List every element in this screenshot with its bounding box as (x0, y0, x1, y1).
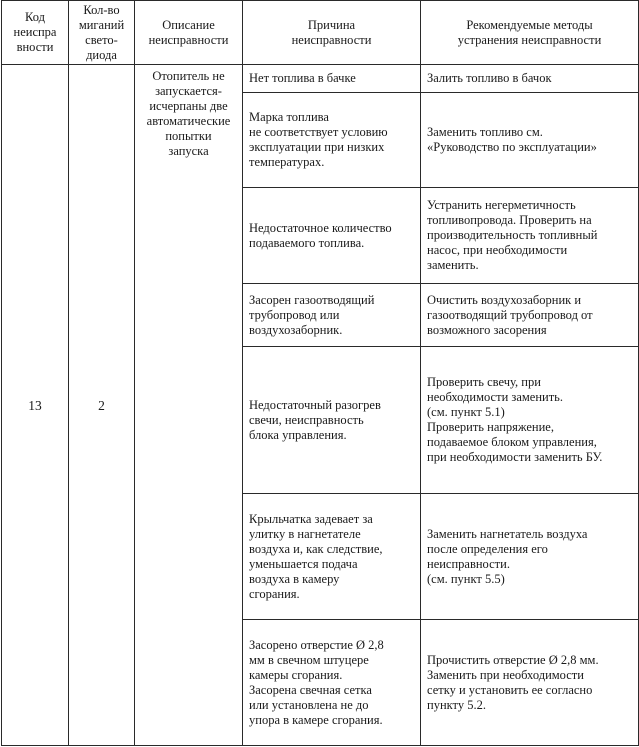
cause-cell: Марка топлива не соответствует условию эксплуатации при низких температурах. (243, 93, 421, 188)
table-row (2, 65, 639, 93)
header-blinks: Кол-во миганий свето- диода (69, 1, 135, 65)
remedy-cell: Проверить свечу, при необходимости заменить. (см. пункт 5.1) Проверить напряжение, подаваемое блоком управления, при необходимости заменить БУ. (421, 347, 639, 494)
cause-cell: Недостаточный разогрев свечи, неисправность блока управления. (243, 347, 421, 494)
cause-cell: Нет топлива в бачке (243, 65, 421, 93)
led-blink-count: 2 (69, 65, 135, 746)
header-cause: Причина неисправности (243, 1, 421, 65)
header-remedy: Рекомендуемые методы устранения неисправности (421, 1, 639, 65)
cause-cell: Засорен газоотводящий трубопровод или воздухозаборник. (243, 284, 421, 347)
remedy-cell: Очистить воздухозаборник и газоотводящий трубопровод от возможного засорения (421, 284, 639, 347)
remedy-cell: Заменить топливо см. «Руководство по эксплуатации» (421, 93, 639, 188)
remedy-cell: Устранить негерметичность топливопровода. Проверить на производительность топливный насос, при необходимости заменить. (421, 188, 639, 284)
cause-cell: Засорено отверстие Ø 2,8 мм в свечном штуцере камеры сгорания. Засорена свечная сетка или установлена не до упора в камере сгорания. (243, 620, 421, 746)
remedy-cell: Заменить нагнетатель воздуха после определения его неисправности. (см. пункт 5.5) (421, 494, 639, 620)
cause-cell: Недостаточное количество подаваемого топлива. (243, 188, 421, 284)
fault-table (1, 0, 639, 746)
remedy-cell: Прочистить отверстие Ø 2,8 мм. Заменить при необходимости сетку и установить ее согласно пункту 5.2. (421, 620, 639, 746)
fault-code: 13 (2, 65, 69, 746)
cause-cell: Крыльчатка задевает за улитку в нагнетателе воздуха и, как следствие, уменьшается подача воздуха в камеру сгорания. (243, 494, 421, 620)
header-description: Описание неисправности (135, 1, 243, 65)
header-code: Код неиспра вности (2, 1, 69, 65)
remedy-cell: Залить топливо в бачок (421, 65, 639, 93)
fault-description: Отопитель не запускается- исчерпаны две автоматические попытки запуска (135, 65, 243, 746)
table-header-row (2, 1, 639, 65)
